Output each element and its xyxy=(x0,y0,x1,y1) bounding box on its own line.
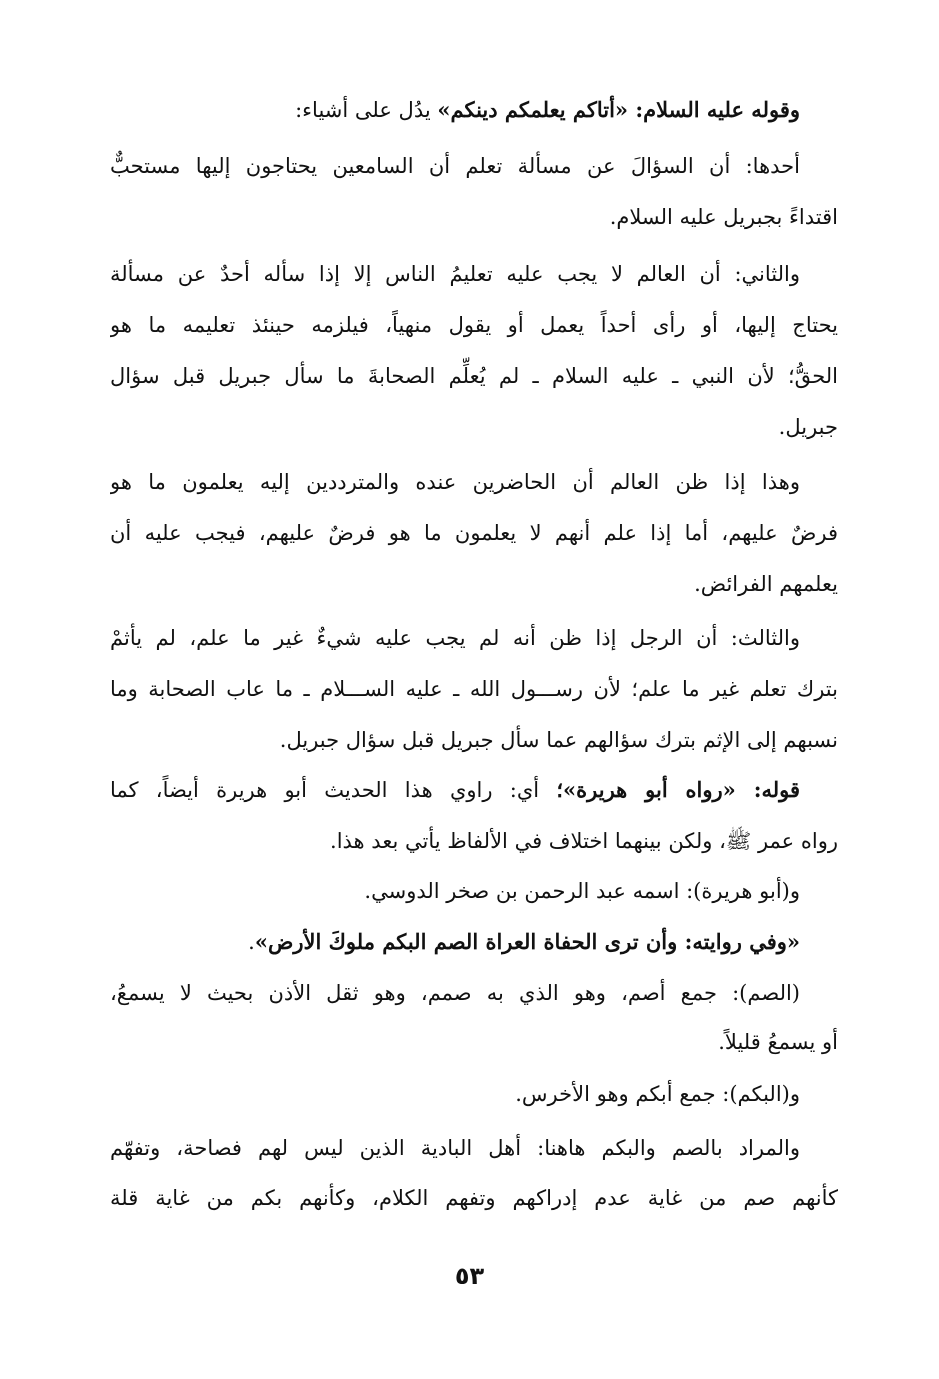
line-text: رواه عمر ﷺ، ولكن بينهما اختلاف في الألفاظ يأتي بعد هذا. xyxy=(330,829,838,853)
line-text: . xyxy=(248,930,255,954)
text-line xyxy=(110,768,838,812)
text-line xyxy=(110,971,838,1015)
line-text: فرضٌ عليهم، أما إذا علم أنهم لا يعلمون ما هو فرضٌ عليهم، فيجب عليه أن xyxy=(110,521,838,545)
text-line xyxy=(110,405,838,449)
line-text: و(البكم): جمع أبكم وهو الأخرس. xyxy=(515,1082,800,1106)
line-text: جبريل. xyxy=(778,415,838,439)
text-line xyxy=(110,819,838,863)
line-text: نسبهم إلى الإثم بترك سؤالهم عما سأل جبريل قبل سؤال جبريل. xyxy=(279,728,838,752)
text-line xyxy=(110,920,838,964)
text-line xyxy=(110,869,838,913)
line-text: يدُل على أشياء: xyxy=(295,98,438,122)
text-line xyxy=(110,1176,838,1220)
line-text: كأنهم صم من غاية عدم إدراكهم وتفهم الكلام، وكأنهم بكم من غاية قلة xyxy=(110,1186,838,1210)
line-text: والمراد بالصم والبكم هاهنا: أهل البادية الذين ليس لهم فصاحة، وتفهّم xyxy=(110,1136,800,1160)
line-text: يعلمهم الفرائض. xyxy=(694,572,838,596)
line-text: (الصم): جمع أصم، وهو الذي به صمم، وهو ثقل الأذن بحيث لا يسمعُ، xyxy=(110,981,800,1005)
bold-phrase: قوله: «رواه أبو هريرة»؛ xyxy=(556,777,800,802)
bold-phrase: «وفي روايته: وأن ترى الحفاة العراة الصم البكم ملوكَ الأرض» xyxy=(254,929,800,954)
line-text: و(أبو هريرة): اسمه عبد الرحمن بن صخر الدوسي. xyxy=(364,879,800,903)
line-text: والثالث: أن الرجل إذا ظن أنه لم يجب عليه شيءٌ غير ما علم، لم يأثمْ xyxy=(110,626,800,650)
line-text: الحقُّ؛ لأن النبي ـ عليه السلام ـ لم يُعلِّم الصحابةَ ما سأل جبريل قبل سؤال xyxy=(110,364,838,388)
text-line xyxy=(110,1072,838,1116)
text-line xyxy=(110,354,838,398)
text-line xyxy=(110,303,838,347)
line-text: يحتاج إليها، أو رأى أحداً يعمل أو يقول منهياً، فيلزمه حينئذ تعليمه ما هو xyxy=(110,313,838,337)
text-line xyxy=(110,562,838,606)
text-line xyxy=(110,667,838,711)
text-line xyxy=(110,1020,838,1064)
text-line xyxy=(110,460,838,504)
line-text: أي: راوي هذا الحديث أبو هريرة أيضاً، كما xyxy=(110,778,557,802)
line-text: بترك تعلم غير ما علم؛ لأن رســـول الله ـ عليه الســـلام ـ ما عاب الصحابة وما xyxy=(110,677,838,701)
line-text: وهذا إذا ظن العالم أن الحاضرين عنده والمترددين إليه يعلمون ما هو xyxy=(110,470,800,494)
line-text: أو يسمعُ قليلاً. xyxy=(718,1030,838,1054)
text-line xyxy=(110,88,838,132)
line-text: والثاني: أن العالم لا يجب عليه تعليمُ الناس إلا إذا سأله أحدٌ عن مسألة xyxy=(110,262,800,286)
text-line xyxy=(110,1126,838,1170)
text-line xyxy=(110,252,838,296)
page-number: ٥٣ xyxy=(454,1262,485,1290)
text-line xyxy=(110,511,838,555)
line-text: أحدها: أن السؤالَ عن مسألة تعلم أن السامعين يحتاجون إليها مستحبٌّ xyxy=(110,154,800,178)
bold-phrase: وقوله عليه السلام: «أتاكم يعلمكم دينكم» xyxy=(437,97,800,122)
text-line xyxy=(110,718,838,762)
text-line xyxy=(110,616,838,660)
line-text: اقتداءً بجبريل عليه السلام. xyxy=(609,205,838,229)
text-line xyxy=(110,195,838,239)
text-line xyxy=(110,144,838,188)
